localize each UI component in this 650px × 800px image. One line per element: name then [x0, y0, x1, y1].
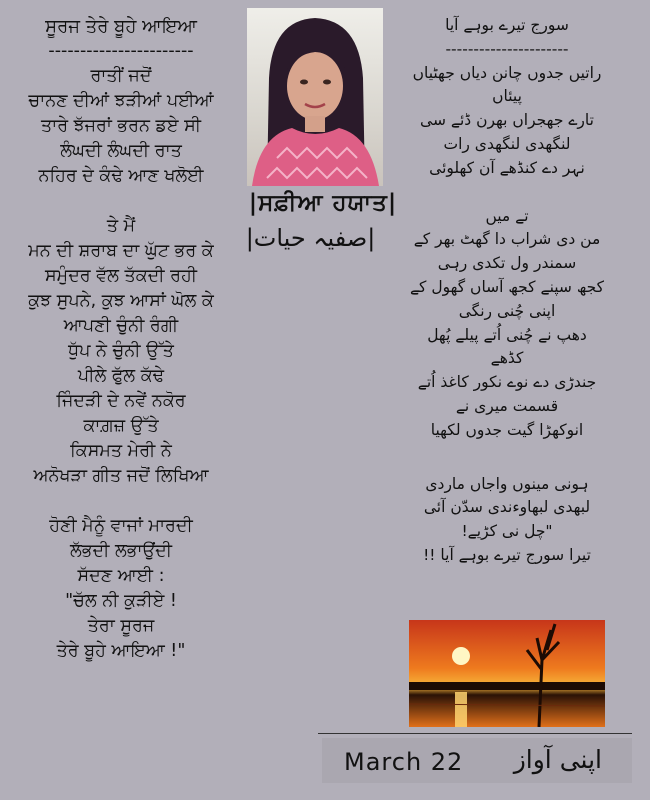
poem-line: ਤੇ ਮੈਂ [106, 216, 136, 236]
footer [322, 738, 632, 783]
poem-line: ہونی مینوں واجاں ماردی [425, 474, 589, 493]
poem-line: ਰਾਤੀਂ ਜਦੋਂ [90, 66, 152, 86]
poem-line: ਹੋਣੀ ਮੈਨੂੰ ਵਾਜਾਂ ਮਾਰਦੀ [49, 516, 193, 536]
poem-line: لبھدی لبھاوءندی سدّن آئی [423, 498, 591, 517]
poem-line: ਅਨੋਖੜਾ ਗੀਤ ਜਦੋਂ ਲਿਖਿਆ [33, 466, 209, 486]
poem-line: اپنی چُنی رنگی [458, 301, 556, 320]
poem-line: ਪੀਲੇ ਫੁੱਲ ਕੱਢੇ [77, 366, 165, 386]
poem-line: راتیں جدوں چانن دیاں جھٹیاں [412, 63, 602, 82]
poem-line: ਜਿੰਦੜੀ ਦੇ ਨਵੇਂ ਨਕੋਰ [56, 391, 186, 411]
poem-line: ਸਮੁੰਦਰ ਵੱਲ ਤੱਕਦੀ ਰਹੀ [45, 266, 197, 286]
punjabi-poem-divider: ----------------------- [48, 41, 194, 61]
poem-line: لنگھدی لنگھدی رات [443, 134, 571, 153]
footer-date: March 22 [344, 748, 464, 776]
poem-line: سمندر ول تکدی رہی [437, 254, 577, 273]
poem-line: ਕੁਝ ਸੁਪਨੇ, ਕੁਝ ਆਸਾਂ ਘੋਲ ਕੇ [28, 291, 214, 311]
poem-line: جندڑی دے نوے نکور کاغذ اُتے [417, 373, 597, 392]
poem-line: نہر دے کنڈھے آن کھلوئی [429, 158, 585, 177]
poem-line: ਮਨ ਦੀ ਸ਼ਰਾਬ ਦਾ ਘੁੱਟ ਭਰ ਕੇ [28, 241, 214, 261]
poem-line: تے میں [485, 206, 529, 225]
poem-line: "ਚੱਲ ਨੀ ਕੁੜੀਏ ! [65, 591, 177, 611]
poem-line: ਤੇਰੇ ਬੂਹੇ ਆਇਆ !" [56, 641, 186, 661]
poem-line: ਤੇਰਾ ਸੂਰਜ [87, 616, 155, 636]
poem-line: انوکھڑا گیت جدوں لکھیا [430, 420, 584, 439]
footer-brand: اپنی آواز [513, 745, 602, 774]
poem-line: پیئاں [492, 87, 522, 106]
poem-line: ਤਾਰੇ ਝੱਜਰਾਂ ਭਰਨ ਡਏ ਸੀ [41, 116, 201, 136]
poem-line: دھپ نے چُنی اُتے پیلے پُھل [427, 325, 587, 344]
urdu-poem-divider: ---------------------- [445, 39, 569, 58]
punjabi-poem [5, 14, 237, 664]
author-name-urdu: |صفیہ حیات| [245, 224, 376, 252]
poem-line: ਧੁੱਪ ਨੇ ਚੁੰਨੀ ਉੱਤੇ [68, 341, 174, 361]
sunset-image [409, 620, 605, 727]
poem-line: ਲੱਭਦੀ ਲਭਾਉਂਦੀ [69, 541, 173, 561]
poem-line: ਲੰਘਦੀ ਲੰਘਦੀ ਰਾਤ [60, 141, 182, 161]
poem-line: قسمت میری نے [455, 396, 559, 415]
poem-line: ਕਾਗ਼ਜ਼ ਉੱਤੇ [83, 416, 159, 436]
poem-line: "چل نی کڑیے! [461, 522, 553, 541]
footer-divider [318, 733, 632, 734]
author-name-punjabi: |ਸਫ਼ੀਆ ਹਯਾਤ| [248, 190, 398, 216]
poem-line: من دی شراب دا گھٹ بھر کے [413, 230, 601, 249]
poem-line: ਆਪਣੀ ਚੁੰਨੀ ਰੰਗੀ [63, 316, 179, 336]
author-photo [247, 8, 383, 186]
urdu-poem [387, 14, 627, 568]
poem-line: ਚਾਨਣ ਦੀਆਂ ਝੜੀਆਂ ਪਈਆਂ [28, 91, 214, 111]
poem-line: تیرا سورج تیرے بوہے آیا !! [423, 545, 591, 564]
poem-line: کجھ سپنے کجھ آساں گھول کے [409, 277, 605, 296]
poem-line: ਕਿਸਮਤ ਮੇਰੀ ਨੇ [70, 441, 172, 461]
poem-line: ਸੱਦਣ ਆਈ : [77, 566, 165, 586]
punjabi-poem-title: ਸੂਰਜ ਤੇਰੇ ਬੂਹੇ ਆਇਆ [45, 16, 197, 37]
poem-line: تارے جھجراں بھرن ڈئے سی [420, 111, 594, 130]
poem-line: ਨਹਿਰ ਦੇ ਕੰਢੇ ਆਣ ਖਲੋਈ [38, 166, 204, 186]
poem-line: کڈھے [490, 349, 524, 368]
urdu-poem-title: سورج تیرے بوہے آیا [445, 16, 569, 34]
